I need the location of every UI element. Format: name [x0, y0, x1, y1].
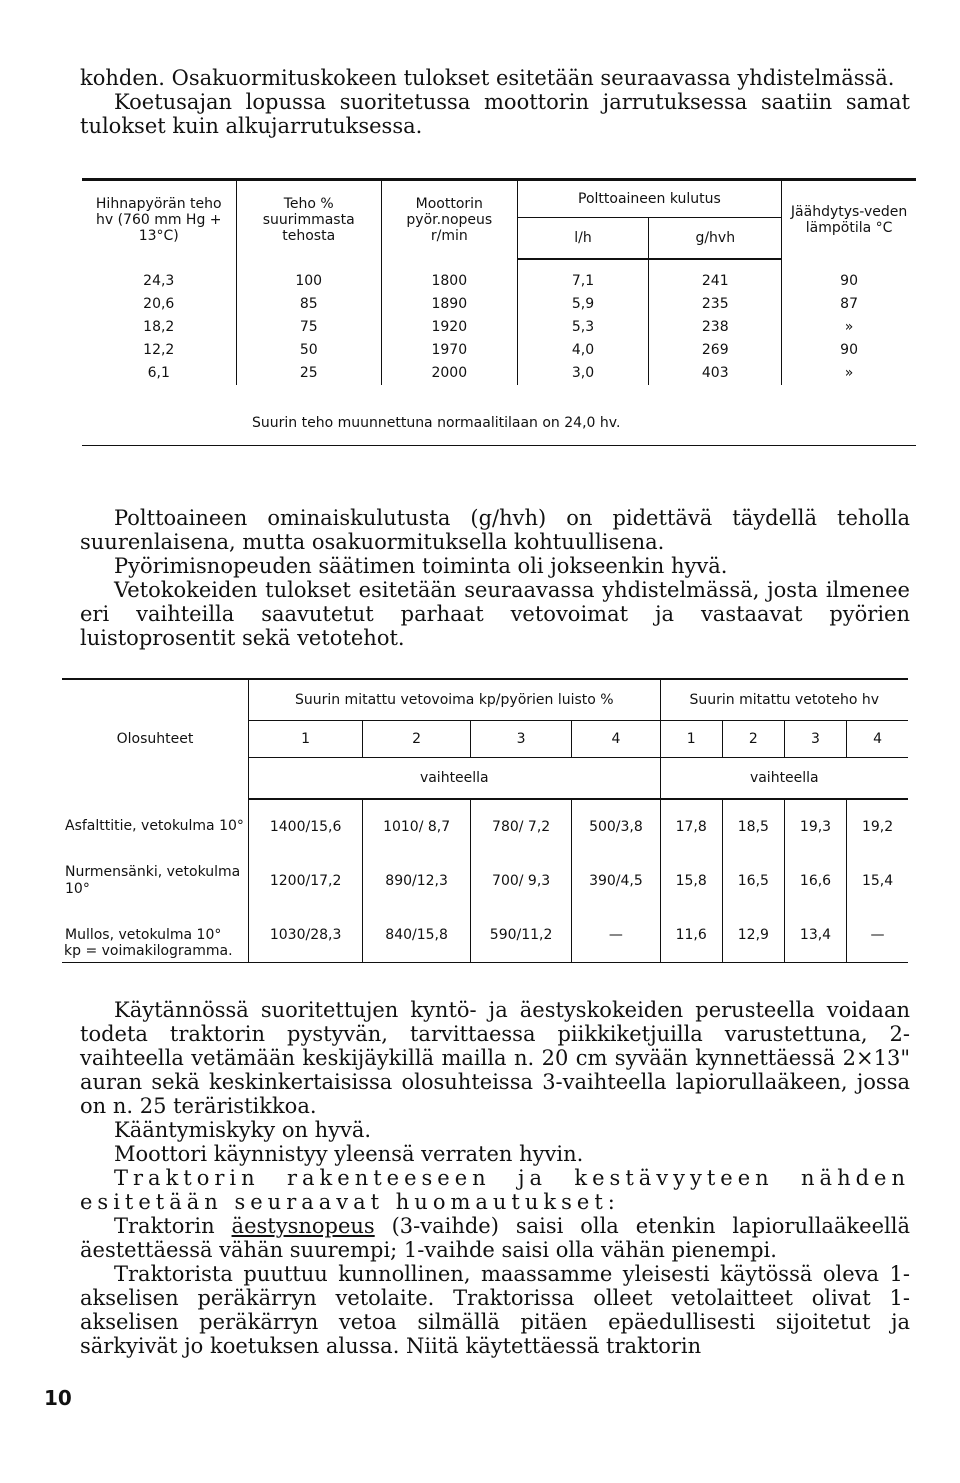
- table-cell: 15,8: [660, 854, 722, 908]
- kp-note: kp = voimakilogramma.: [64, 943, 233, 959]
- table-cell: 18,5: [722, 799, 784, 854]
- gear-1-header: 1: [249, 721, 363, 758]
- table-cell: 11,6: [660, 908, 722, 963]
- table-cell: 500/3,8: [572, 799, 660, 854]
- gear-2-header: 2: [722, 721, 784, 758]
- table-cell: 24,3: [143, 272, 175, 289]
- gear-4-header: 4: [572, 721, 660, 758]
- table-cell: 87: [782, 293, 916, 316]
- table-cell: 1400/15,6: [249, 799, 363, 854]
- gear-4-header: 4: [847, 721, 908, 758]
- intro-text: [80, 66, 910, 138]
- table-cell: 12,9: [722, 908, 784, 963]
- bottom-paragraph-2: Kääntymiskyky on hyvä.: [114, 1118, 372, 1142]
- table-cell: 20,6: [143, 296, 175, 312]
- bottom-paragraph-6: Traktorista puuttuu kunnollinen, maassamme yleisesti käytössä oleva 1-akselisen peräkärryn vetolaite. Traktorissa olleet vetolaitteet olivat 1-akselisen peräkärryn vetoa silmällä pitäen epäedullisesti sijoitetut ja särkyivät jo koetuksen alussa. Niitä käytettäessä traktorin: [80, 1262, 910, 1358]
- table-cell: 50: [236, 339, 381, 362]
- middle-text: [80, 506, 910, 650]
- table-cell: —: [572, 908, 660, 963]
- underlined-term: äestysnopeus: [231, 1214, 375, 1238]
- middle-paragraph-1: Polttoaineen ominaiskulutusta (g/hvh) on pidettävä täydellä teholla suurenlaisena, mutta osakuormituksella kohtuullisena.: [80, 506, 910, 554]
- intro-paragraph-2: Koetusajan lopussa suoritetussa moottorin jarrutuksessa saatiin samat tulokset kuin alkujarrutuksessa.: [80, 90, 910, 138]
- bottom-paragraph-4: Traktorin rakenteeseen ja kestävyyteen nähden esitetään seuraavat huomautukset:: [80, 1166, 910, 1214]
- vaihteella-label: vaihteella: [249, 758, 661, 800]
- table-cell: 390/4,5: [572, 854, 660, 908]
- table-cell: 700/ 9,3: [470, 854, 571, 908]
- table-cell: 100: [236, 259, 381, 293]
- table-cell: 269: [649, 339, 782, 362]
- row-label: Asfalttitie, vetokulma 10°: [65, 818, 244, 834]
- max-power-note: Suurin teho muunnettuna normaalitilaan on 24,0 hv.: [82, 385, 916, 446]
- table-cell: 19,2: [847, 799, 908, 854]
- table-row: [82, 259, 916, 293]
- table-row: [82, 339, 916, 362]
- page-number: 10: [44, 1386, 72, 1410]
- middle-paragraph-2: Pyörimisnopeuden säätimen toiminta oli jokseenkin hyvä.: [114, 554, 728, 578]
- col-g-per-hvh: g/hvh: [649, 218, 782, 260]
- table-cell: 7,1: [517, 259, 649, 293]
- table-note-row: [82, 385, 916, 446]
- table-cell: 12,2: [143, 342, 175, 358]
- bottom-paragraph-3: Moottori käynnistyy yleensä verraten hyvin.: [114, 1142, 584, 1166]
- table-cell: 75: [236, 316, 381, 339]
- table-row: [82, 316, 916, 339]
- col-olosuhteet: Olosuhteet: [62, 679, 249, 799]
- table-cell: 2000: [381, 362, 517, 385]
- table-cell: 1800: [381, 259, 517, 293]
- col-jaahdytysveden-lampotila: Jäähdytys-veden lämpötila °C: [782, 180, 916, 260]
- gear-3-header: 3: [470, 721, 571, 758]
- table-cell: 16,6: [784, 854, 846, 908]
- table-cell: 15,4: [847, 854, 908, 908]
- intro-paragraph-1: kohden. Osakuormituskokeen tulokset esitetään seuraavassa yhdistelmässä.: [80, 66, 895, 90]
- col-hihnapyoran-teho: Hihnapyörän teho hv (760 mm Hg + 13°C): [82, 180, 236, 260]
- table-cell: 4,0: [517, 339, 649, 362]
- table-cell: 16,5: [722, 854, 784, 908]
- table-cell: —: [847, 908, 908, 963]
- table-cell: 1890: [381, 293, 517, 316]
- table-cell: 403: [649, 362, 782, 385]
- table-cell: 17,8: [660, 799, 722, 854]
- engine-results-table: [82, 178, 916, 446]
- table-cell: 90: [782, 259, 916, 293]
- row-label: Nurmensänki, vetokulma 10°: [65, 864, 241, 897]
- gear-1-header: 1: [660, 721, 722, 758]
- vaihteella-label: vaihteella: [660, 758, 908, 800]
- table-cell: 18,2: [143, 319, 175, 335]
- table-cell: 241: [649, 259, 782, 293]
- table-cell: 3,0: [517, 362, 649, 385]
- table-cell: 5,9: [517, 293, 649, 316]
- table-cell: 238: [649, 316, 782, 339]
- table-cell: 1030/28,3: [249, 908, 363, 963]
- draft-results-table: [62, 678, 908, 963]
- table-row: [82, 293, 916, 316]
- col-moottorin-nopeus: Moottorin pyör.nopeus r/min: [381, 180, 517, 260]
- table-cell: »: [782, 316, 916, 339]
- table-cell: 1970: [381, 339, 517, 362]
- table-cell: 19,3: [784, 799, 846, 854]
- col-polttoaineen-kulutus: Polttoaineen kulutus: [517, 180, 782, 218]
- gear-3-header: 3: [784, 721, 846, 758]
- table-cell: 6,1: [147, 365, 170, 381]
- table-row: [82, 362, 916, 385]
- col-vetoteho: Suurin mitattu vetoteho hv: [660, 679, 908, 721]
- table-cell: 235: [649, 293, 782, 316]
- table-cell: 5,3: [517, 316, 649, 339]
- table-cell: 1920: [381, 316, 517, 339]
- table-cell: 1010/ 8,7: [363, 799, 471, 854]
- bottom-text: [80, 998, 910, 1358]
- table-row: [62, 854, 908, 908]
- gear-2-header: 2: [363, 721, 471, 758]
- table-cell: 590/11,2: [470, 908, 571, 963]
- table-cell: 25: [236, 362, 381, 385]
- text-span: Traktorin: [114, 1214, 232, 1238]
- row-label: Mullos, vetokulma 10°: [62, 908, 249, 963]
- middle-paragraph-3: Vetokokeiden tulokset esitetään seuraavassa yhdistelmässä, josta ilmenee eri vaihteilla saavutetut parhaat vetovoimat ja vastaavat pyörien luistoprosentit sekä vetotehot.: [80, 578, 910, 650]
- table-cell: 13,4: [784, 908, 846, 963]
- table-cell: 840/15,8: [363, 908, 471, 963]
- table-cell: 90: [782, 339, 916, 362]
- col-teho-prosentti: Teho % suurimmasta tehosta: [236, 180, 381, 260]
- text-span: (3-vaihde) saisi olla etenkin lapiorullaäkeellä äestettäessä vähän suurempi; 1-vaihde saisi olla vähän pienempi.: [80, 1214, 910, 1262]
- col-vetovoima: Suurin mitattu vetovoima kp/pyörien luisto %: [249, 679, 661, 721]
- table-cell: 890/12,3: [363, 854, 471, 908]
- table-row: [62, 799, 908, 854]
- table-cell: »: [782, 362, 916, 385]
- table-cell: 780/ 7,2: [470, 799, 571, 854]
- table-cell: 85: [236, 293, 381, 316]
- bottom-paragraph-5: [80, 1214, 910, 1262]
- bottom-paragraph-1: Käytännössä suoritettujen kyntö- ja äestyskokeiden perusteella voidaan todeta traktorin pystyvän, tarvittaessa piikkiketjuilla varustettuna, 2-vaihteella vetämään keskijäykillä mailla n. 20 cm syvään kynnettäessä 2×13" auran sekä keskinkertaisissa olosuhteissa 3-vaihteella lapiorullaäkeen, jossa on n. 25 teräristikkoa.: [80, 998, 910, 1118]
- table-cell: 1200/17,2: [249, 854, 363, 908]
- col-l-per-h: l/h: [517, 218, 649, 260]
